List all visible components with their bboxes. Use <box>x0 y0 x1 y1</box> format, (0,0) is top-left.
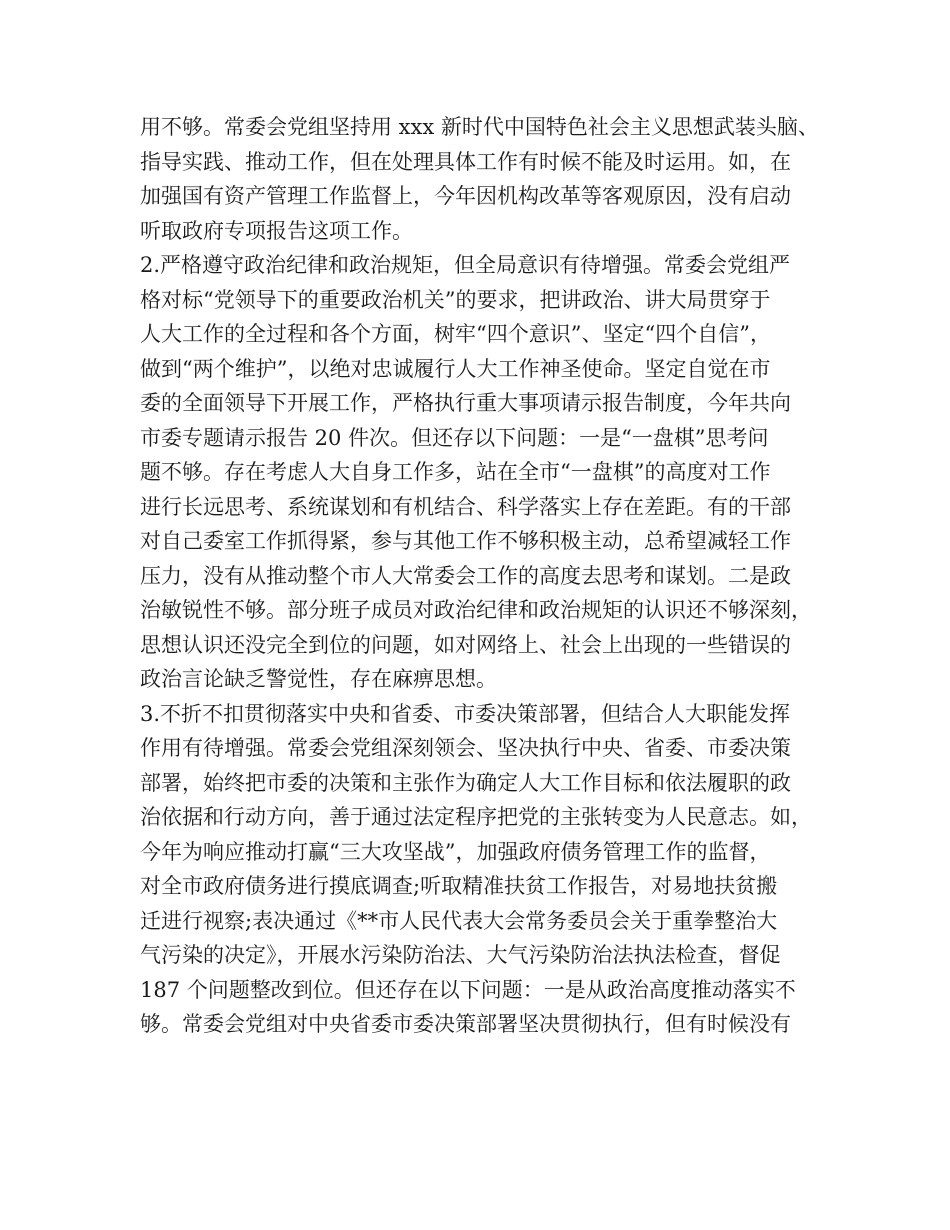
text-line: 今年为响应推动打赢“三大攻坚战”，加强政府债务管理工作的监督， <box>140 839 771 864</box>
text-line: 2.严格遵守政治纪律和政治规矩，但全局意识有待增强。常委会党组严 <box>140 253 791 277</box>
text-line: 气污染的决定》，开展水污染防治法、大气污染防治法执法检查，督促 <box>140 943 781 967</box>
text-line: 思想认识还没完全到位的问题，如对网络上、社会上出现的一些错误的 <box>140 632 791 657</box>
text-line: 题不够。存在考虑人大自身工作多，站在全市“一盘棋”的高度对工作 <box>140 460 771 484</box>
text-line: 作用有待增强。常委会党组深刻领会、坚决执行中央、省委、市委决策 <box>140 736 791 760</box>
text-line: 人大工作的全过程和各个方面，树牢“四个意识”、坚定“四个自信”， <box>140 322 771 346</box>
text-line: 治依据和行动方向，善于通过法定程序把党的主张转变为人民意志。如， <box>140 805 812 829</box>
text-line: 加强国有资产管理工作监督上，今年因机构改革等客观原因，没有启动 <box>140 184 791 208</box>
text-line: 市委专题请示报告 20 件次。但还存以下问题：一是“一盘棋”思考问 <box>140 425 769 450</box>
text-line: 187 个问题整改到位。但还存在以下问题：一是从政治高度推动落实不 <box>140 977 796 1002</box>
text-line: 进行长远思考、系统谋划和有机结合、科学落实上存在差距。有的干部 <box>140 494 791 519</box>
text-line: 做到“两个维护”，以绝对忠诚履行人大工作神圣使命。坚定自觉在市 <box>140 356 771 381</box>
text-line: 迁进行视察;表决通过《**市人民代表大会常务委员会关于重拳整治大 <box>140 908 778 933</box>
text-line: 对全市政府债务进行摸底调查;听取精准扶贫工作报告，对易地扶贫搬 <box>140 874 778 898</box>
text-line: 委的全面领导下开展工作，严格执行重大事项请示报告制度，今年共向 <box>140 391 791 415</box>
text-line: 用不够。常委会党组坚持用 xxx 新时代中国特色社会主义思想武装头脑、 <box>140 115 819 139</box>
text-line: 政治言论缺乏警觉性，存在麻痹思想。 <box>140 667 497 691</box>
text-line: 3.不折不扣贯彻落实中央和省委、市委决策部署，但结合人大职能发挥 <box>140 701 791 726</box>
text-line: 治敏锐性不够。部分班子成员对政治纪律和政治规矩的认识还不够深刻， <box>140 598 812 622</box>
text-line: 对自己委室工作抓得紧，参与其他工作不够积极主动，总希望减轻工作 <box>140 529 791 553</box>
text-line: 压力，没有从推动整个市人大常委会工作的高度去思考和谋划。二是政 <box>140 563 791 588</box>
text-line: 听取政府专项报告这项工作。 <box>140 218 413 243</box>
document-page <box>140 110 830 1042</box>
text-line: 够。常委会党组对中央省委市委决策部署坚决贯彻执行，但有时候没有 <box>140 1012 791 1036</box>
text-line: 指导实践、推动工作，但在处理具体工作有时候不能及时运用。如，在 <box>140 149 791 174</box>
text-line: 格对标“党领导下的重要政治机关”的要求，把讲政治、讲大局贯穿于 <box>140 287 771 312</box>
text-line: 部署，始终把市委的决策和主张作为确定人大工作目标和依法履职的政 <box>140 770 791 795</box>
